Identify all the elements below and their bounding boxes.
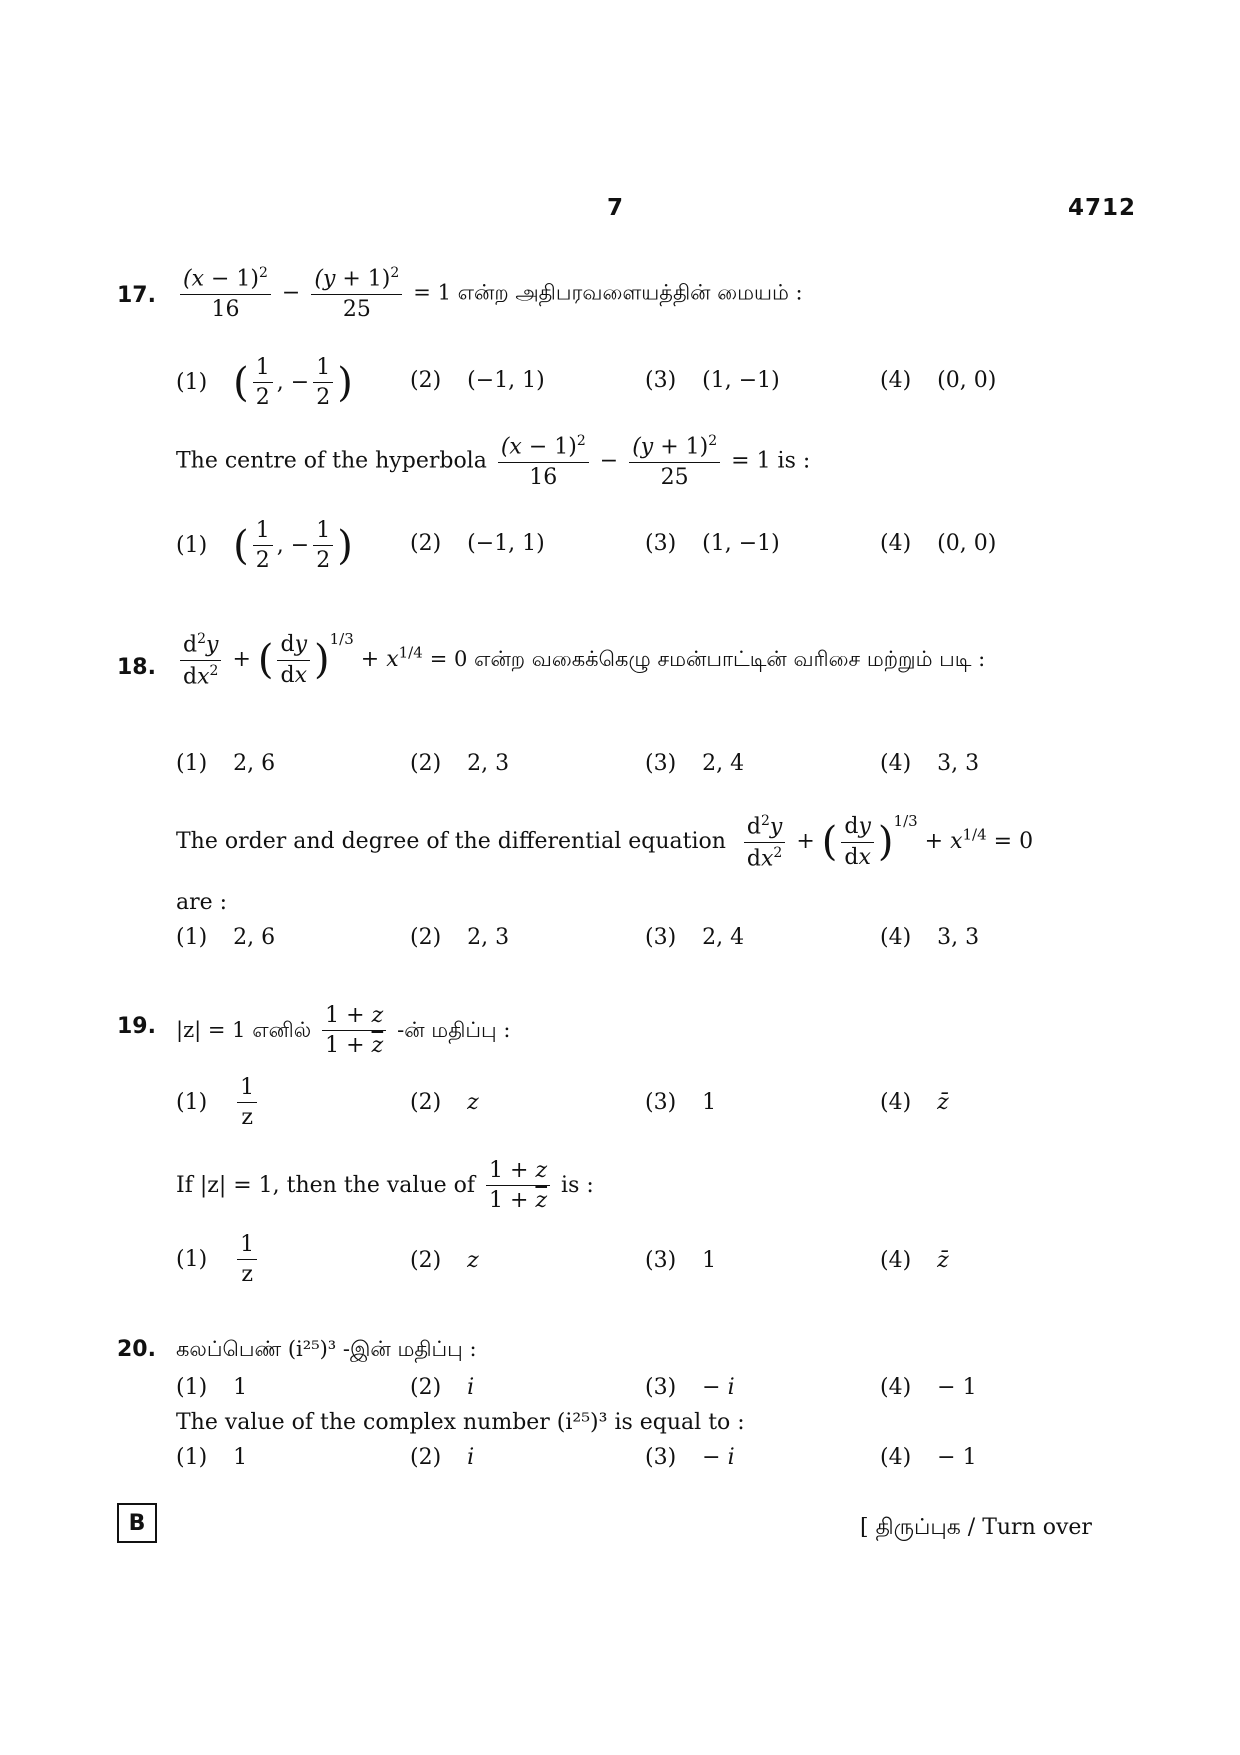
q20-tamil-stem: கலப்பெண் (i²⁵)³ -இன் மதிப்பு :: [176, 1337, 477, 1361]
q17-en-option-3[interactable]: (3) (1, −1): [645, 531, 780, 556]
q18-tamil-stem: $\frac{d^2y}{dx^2}$ + ( $\frac{dy}{dx}$ )$^{1/3} + x^{1/4} = 0$ என்ற வகைக்கெழு சமன்பாட்டின் வரிசை மற்றும் படி :: [176, 630, 985, 689]
q17-tamil-stem: $\frac{(x - 1)^2}{16}$ − $\frac{(y + 1)^2}{25}$ = 1 என்ற அதிபரவளையத்தின் மையம் :: [176, 265, 803, 322]
q17-english-stem: The centre of the hyperbola $\frac{(x - 1)^2}{16}$ − $\frac{(y + 1)^2}{25}$ = 1 is :: [176, 433, 811, 490]
q20-en-option-2[interactable]: (2) i: [410, 1445, 475, 1470]
paper-code: 4712: [1068, 195, 1137, 221]
q18-en-option-4[interactable]: (4) 3, 3: [880, 925, 980, 950]
q17-ta-option-1[interactable]: (1) ( $\frac{1}{2}$ , − $\frac{1}{2}$ ): [176, 355, 353, 411]
q19-english-stem: If |z| = 1, then the value of $\frac{1 + z}{1 + \overline{z}}$ is :: [176, 1158, 594, 1214]
page-number: 7: [607, 195, 624, 221]
q17-ta-option-3[interactable]: (3) (1, −1): [645, 368, 780, 393]
q19-en-option-4[interactable]: (4) z̄: [880, 1248, 949, 1273]
q19-en-option-2[interactable]: (2) z: [410, 1248, 479, 1273]
q18-ta-option-1[interactable]: (1) 2, 6: [176, 751, 276, 776]
q19-ta-option-4[interactable]: (4) z̄: [880, 1090, 949, 1115]
q17-en-option-1[interactable]: (1) ( $\frac{1}{2}$ , − $\frac{1}{2}$ ): [176, 518, 353, 574]
q18-english-stem: The order and degree of the differential equation $\frac{d^2y}{dx^2}$ + ( $\frac{dy}{dx}$ )$^{1/3} + x^{1/4} = 0$: [176, 812, 1034, 871]
q17-ta-option-4[interactable]: (4) (0, 0): [880, 368, 997, 393]
turn-over-note: [ திருப்புக / Turn over: [860, 1515, 1092, 1540]
q18-en-option-1[interactable]: (1) 2, 6: [176, 925, 276, 950]
q19-en-option-1[interactable]: (1) $\frac{1}{z}$: [176, 1232, 261, 1288]
q17-en-option-4[interactable]: (4) (0, 0): [880, 531, 997, 556]
question-number-20: 20.: [117, 1337, 156, 1362]
question-number-17: 17.: [117, 283, 156, 308]
q20-en-option-3[interactable]: (3) − i: [645, 1445, 735, 1470]
q18-ta-option-3[interactable]: (3) 2, 4: [645, 751, 745, 776]
question-number-18: 18.: [117, 655, 156, 680]
q19-ta-option-2[interactable]: (2) z: [410, 1090, 479, 1115]
q20-ta-option-1[interactable]: (1) 1: [176, 1375, 248, 1400]
q19-tamil-stem: |z| = 1 எனில் $\frac{1 + z}{1 + \overline{z}}$ -ன் மதிப்பு :: [176, 1003, 511, 1059]
q20-english-stem: The value of the complex number (i²⁵)³ is equal to :: [176, 1410, 745, 1435]
set-letter-box: B: [117, 1503, 157, 1543]
q19-ta-option-3[interactable]: (3) 1: [645, 1090, 717, 1115]
q18-ta-option-2[interactable]: (2) 2, 3: [410, 751, 510, 776]
q19-ta-option-1[interactable]: (1) $\frac{1}{z}$: [176, 1075, 261, 1131]
q20-ta-option-2[interactable]: (2) i: [410, 1375, 475, 1400]
q17-en-option-2[interactable]: (2) (−1, 1): [410, 531, 545, 556]
q18-en-option-2[interactable]: (2) 2, 3: [410, 925, 510, 950]
q20-ta-option-4[interactable]: (4) − 1: [880, 1375, 977, 1400]
question-number-19: 19.: [117, 1014, 156, 1039]
q20-en-option-1[interactable]: (1) 1: [176, 1445, 248, 1470]
q18-english-are: are :: [176, 890, 228, 915]
q19-en-option-3[interactable]: (3) 1: [645, 1248, 717, 1273]
q18-en-option-3[interactable]: (3) 2, 4: [645, 925, 745, 950]
q20-ta-option-3[interactable]: (3) − i: [645, 1375, 735, 1400]
q20-en-option-4[interactable]: (4) − 1: [880, 1445, 977, 1470]
q18-ta-option-4[interactable]: (4) 3, 3: [880, 751, 980, 776]
q17-ta-option-2[interactable]: (2) (−1, 1): [410, 368, 545, 393]
